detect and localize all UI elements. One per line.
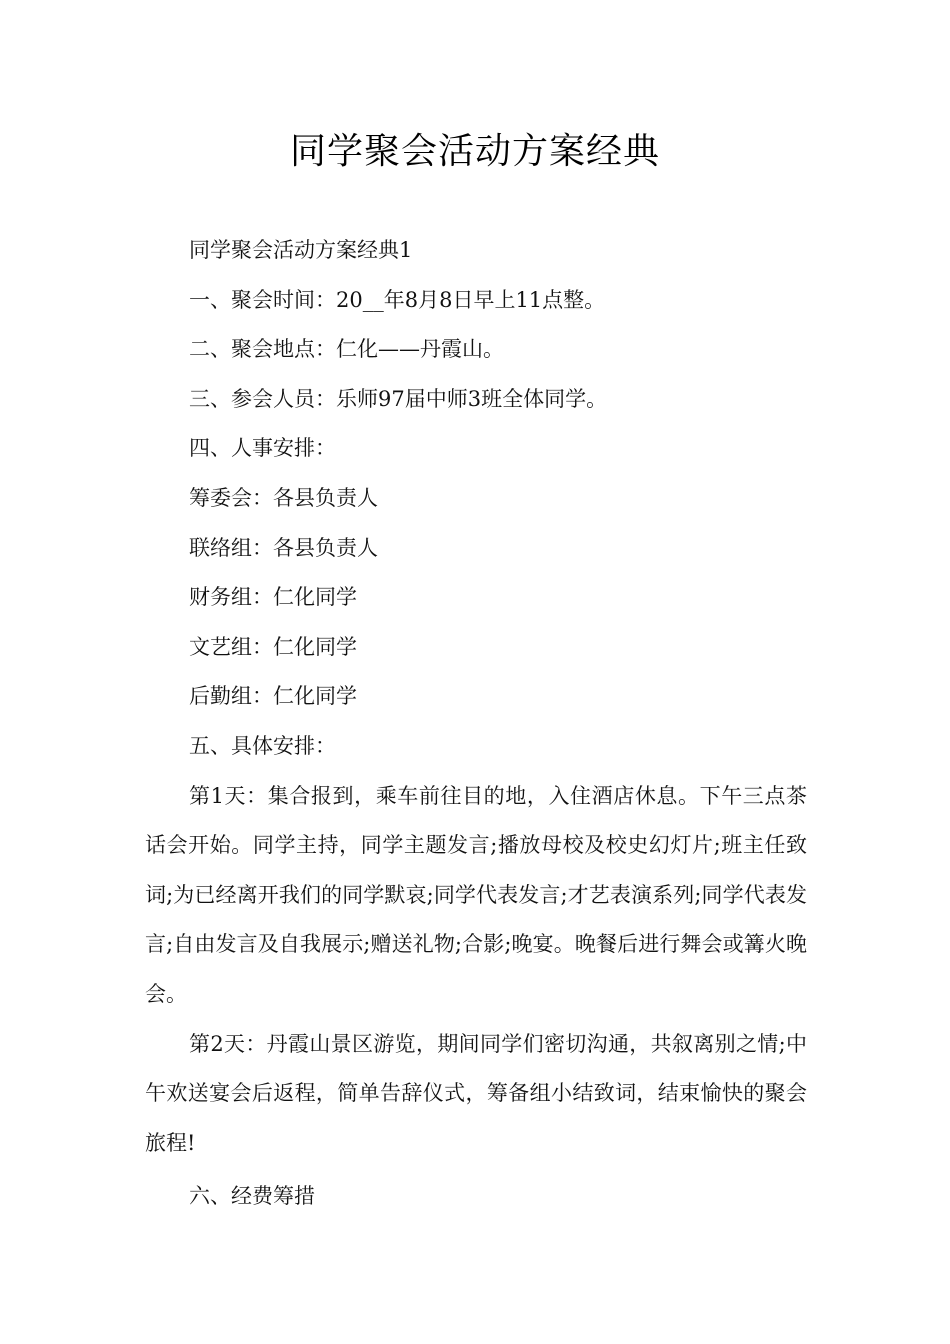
document-body bbox=[145, 226, 807, 1222]
document-title: 同学聚会活动方案经典 bbox=[289, 131, 660, 172]
paragraph-location: 二、聚会地点：仁化——丹霞山。 bbox=[189, 337, 504, 362]
paragraph-attendees: 三、参会人员：乐师97届中师3班全体同学。 bbox=[189, 386, 608, 411]
paragraph-schedule-heading: 五、具体安排： bbox=[189, 733, 336, 758]
paragraph-time: 一、聚会时间：20__年8月8日早上11点整。 bbox=[189, 287, 606, 312]
paragraph-arts: 文艺组：仁化同学 bbox=[189, 634, 357, 659]
paragraph-day-2: 第2天：丹霞山景区游览，期间同学们密切沟通，共叙离别之情;中午欢送宴会后返程，简单告辞仪式，筹备组小结致词，结束愉快的聚会旅程! bbox=[145, 1031, 807, 1155]
paragraph-funding-heading: 六、经费筹措 bbox=[189, 1184, 315, 1209]
paragraph-subtitle: 同学聚会活动方案经典1 bbox=[189, 238, 413, 262]
paragraph-liaison: 联络组：各县负责人 bbox=[189, 535, 378, 560]
paragraph-staffing-heading: 四、人事安排： bbox=[189, 436, 336, 461]
paragraph-logistics: 后勤组：仁化同学 bbox=[189, 684, 357, 709]
paragraph-committee: 筹委会：各县负责人 bbox=[189, 485, 378, 510]
paragraph-finance: 财务组：仁化同学 bbox=[189, 585, 357, 610]
paragraph-day-1: 第1天：集合报到，乘车前往目的地，入住酒店休息。下午三点茶话会开始。同学主持，同学主题发言;播放母校及校史幻灯片;班主任致词;为已经离开我们的同学默哀;同学代表发言;才艺表演系列;同学代表发言;自由发言及自我展示;赠送礼物;合影;晚宴。晚餐后进行舞会或篝火晚会。 bbox=[145, 783, 807, 1006]
